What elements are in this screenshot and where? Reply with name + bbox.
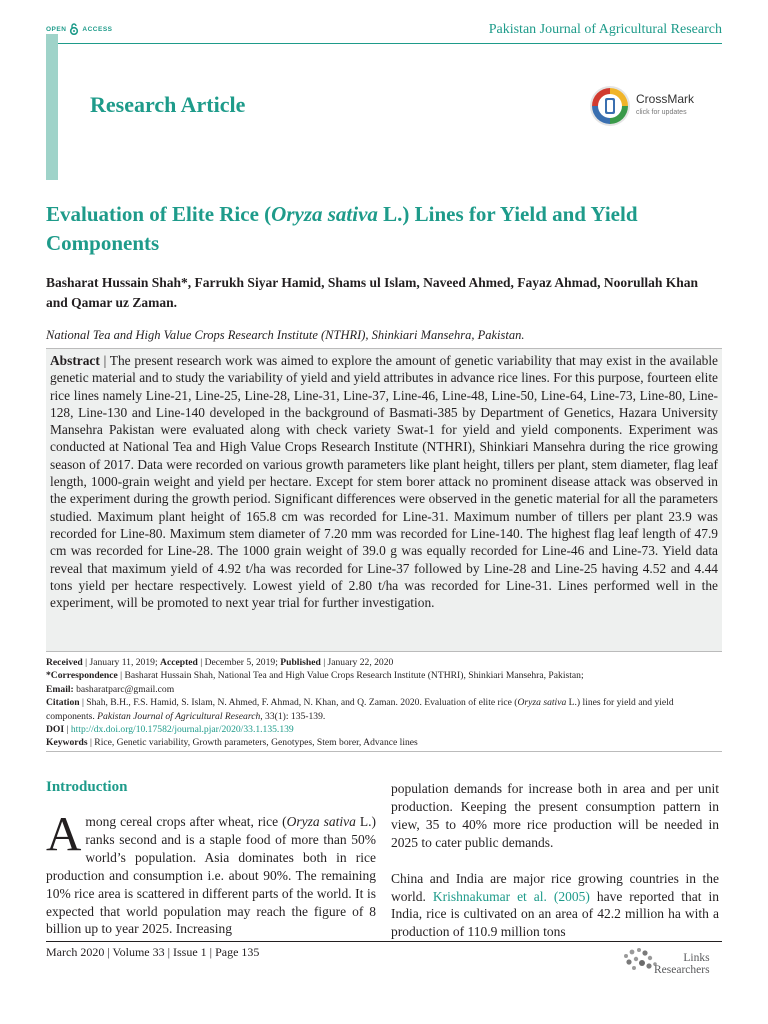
sep: |: [82, 657, 90, 668]
sep: |: [87, 737, 95, 749]
article-meta: [46, 656, 722, 750]
title-part1: Evaluation of Elite Rice (: [46, 202, 272, 226]
dates-line: Received | January 11, 2019; Accepted | December 5, 2019; Published | January 22, 2020: [46, 657, 394, 668]
abstract-text: The present research work was aimed to explore the amount of genetic variability that may exist in the available genetic material and to study the variability of yield and yield attributes in advance rice lines. For this purpose, fourteen elite rice lines namely Line-21, Line-25, Line-28, Line-31, Line-37, Line-46, Line-48, Line-50, Line-64, Line-73, Line-80, Line-128, Line-130 and Line-140 developed in the background of Basmati-385 by Department of Genetics, Hazara University Mansehra Pakistan were evaluated along with check variety Swat-1 for yield and yield components. Experiment was conducted at National Tea and High Value Crops Research Institute (NTHRI), Shinkiari Mansehra during the rice growing season of 2017. Data were recorded on various growth parameters like plant height, tillers per plant, stem diameter, flag leaf length, 1000-grain weight and yield per hectare. Except for stem borer attack no prominent disease attack was observed in the experiment during the growth period. Significant differences were observed in the genetic material for all the parameters studied. Maximum plant height of 165.8 cm was recorded for Line-31. Maximum number of tillers per plant 23.9 was recorded for Line-80. Maximum stem diameter of 7.20 mm was recorded for Line-140. The highest flag leaf length of 47.9 cm was recorded for Line-28. The 1000 grain weight of 39.0 g was equally recorded for Line-46 and Line-73. Yield data reveal that maximum yield of 4.92 t/ha was recorded for Line-37 followed by Line-28 and Line-25 having 4.52 and 4.44 tons yield per hectare respectively. Lowest yield of 2.80 t/ha was recorded for Line-31. Lines performed well in the experiment, will be promoted to next year trial for further investigation.: [50, 353, 718, 611]
sep: |: [320, 657, 328, 668]
accepted-date: December 5, 2019: [204, 657, 276, 668]
body-text: L.) ranks second and is a staple food of more than 50% world’s population. Asia dominates both in rice production and consumption i.e. about 90%. The remaining 10% rice area is scattered in different parts of the world. It is expected that world population may reach the figure of 8 billion up to year 2025. Increasing: [46, 814, 376, 937]
abstract-box: [46, 348, 722, 652]
crossmark-sublabel: click for updates: [636, 109, 687, 116]
open-access-right-label: ACCESS: [82, 25, 113, 33]
sep: |: [197, 657, 205, 668]
body-left-column: [46, 813, 376, 941]
drop-cap: A: [46, 813, 82, 861]
email-line: [46, 683, 722, 696]
abstract-separator: |: [99, 353, 110, 368]
header-accent-bar: [46, 34, 58, 180]
publisher-logo-text: [654, 952, 710, 976]
citation-link[interactable]: Krishnakumar et al. (2005): [432, 888, 590, 904]
received-label: Received: [46, 657, 83, 668]
meta-rule: [46, 751, 722, 752]
footer-rule: [46, 941, 722, 942]
article-title: [46, 200, 726, 258]
crossmark-icon: [588, 84, 632, 128]
body-paragraph: [391, 870, 719, 942]
publisher-line2: Researchers: [654, 964, 710, 976]
body-text: mong cereal crops after wheat, rice (: [85, 814, 287, 829]
correspondence-label: *Correspondence: [46, 670, 118, 682]
body-paragraph: population demands for increase both in area and per unit production. Keeping the present consumption pattern in view, 35 to 40% more rice production will be needed in 2025 to cater public demands.: [391, 781, 719, 850]
correspondence-text: Basharat Hussain Shah, National Tea and High Value Crops Research Institute (NTHRI), Shinkiari Mansehra, Pakistan;: [124, 670, 584, 682]
citation-text: L.) lines for yield and yield components.: [46, 697, 674, 722]
header-rule: [58, 43, 722, 44]
doi-line: [46, 723, 722, 736]
article-type: Research Article: [90, 92, 246, 117]
keywords-line: [46, 736, 722, 749]
body-text: have reported that in India, rice is cultivated on an area of 42.2 million ha with a production of 110.9 million tons: [391, 888, 719, 940]
section-heading-introduction: Introduction: [46, 779, 128, 795]
citation-label: Citation: [46, 697, 80, 709]
published-date: January 22, 2020: [327, 657, 394, 668]
title-species: Oryza sativa: [271, 202, 378, 226]
keywords-list: Rice, Genetic variability, Growth parameters, Genotypes, Stem borer, Advance lines: [94, 737, 418, 749]
sep: |: [117, 670, 125, 682]
affiliation: National Tea and High Value Crops Research Institute (NTHRI), Shinkiari Mansehra, Pakistan.: [46, 328, 525, 342]
received-date: January 11, 2019: [89, 657, 155, 668]
journal-name[interactable]: Pakistan Journal of Agricultural Research: [488, 22, 722, 37]
footer-issue-info: March 2020 | Volume 33 | Issue 1 | Page 135: [46, 945, 260, 959]
body-species: Oryza sativa: [286, 814, 356, 829]
sep: |: [64, 724, 71, 736]
published-label: Published: [280, 657, 321, 668]
correspondence-line: [46, 669, 722, 682]
citation-species: Oryza sativa: [517, 697, 567, 709]
citation-text: Shah, B.H., F.S. Hamid, S. Islam, N. Ahmed, F. Ahmad, N. Khan, and Q. Zaman. 2020. Evaluation of elite rice (: [86, 697, 518, 709]
citation-line: [46, 696, 722, 723]
citation-text: , 33(1): 135-139.: [260, 710, 326, 722]
body-right-column: [391, 780, 719, 942]
open-access-lock-icon: [69, 23, 79, 35]
doi-label: DOI: [46, 724, 65, 736]
email-address[interactable]: basharatparc@gmail.com: [76, 683, 175, 695]
author-list: Basharat Hussain Shah*, Farrukh Siyar Hamid, Shams ul Islam, Naveed Ahmed, Fayaz Ahmad, Noorullah Khan and Qamar uz Zaman.: [46, 275, 699, 310]
body-text: China and India are major rice growing countries in the world.: [391, 870, 719, 904]
accepted-label: Accepted: [160, 657, 198, 668]
crossmark-button[interactable]: [588, 86, 713, 126]
open-access-logo: [46, 22, 113, 36]
doi-link[interactable]: http://dx.doi.org/10.17582/journal.pjar/2020/33.1.135.139: [70, 724, 294, 736]
open-access-left-label: OPEN: [46, 25, 67, 33]
publisher-line1: Links: [683, 952, 710, 964]
email-label: Email:: [46, 683, 74, 695]
keywords-label: Keywords: [46, 737, 88, 749]
citation-journal: Pakistan Journal of Agricultural Research: [97, 710, 261, 722]
sep: |: [79, 697, 87, 709]
title-part2: L.) Lines for Yield and Yield Components: [46, 202, 638, 255]
abstract-label: Abstract: [50, 353, 100, 368]
crossmark-label: CrossMark: [636, 92, 695, 106]
